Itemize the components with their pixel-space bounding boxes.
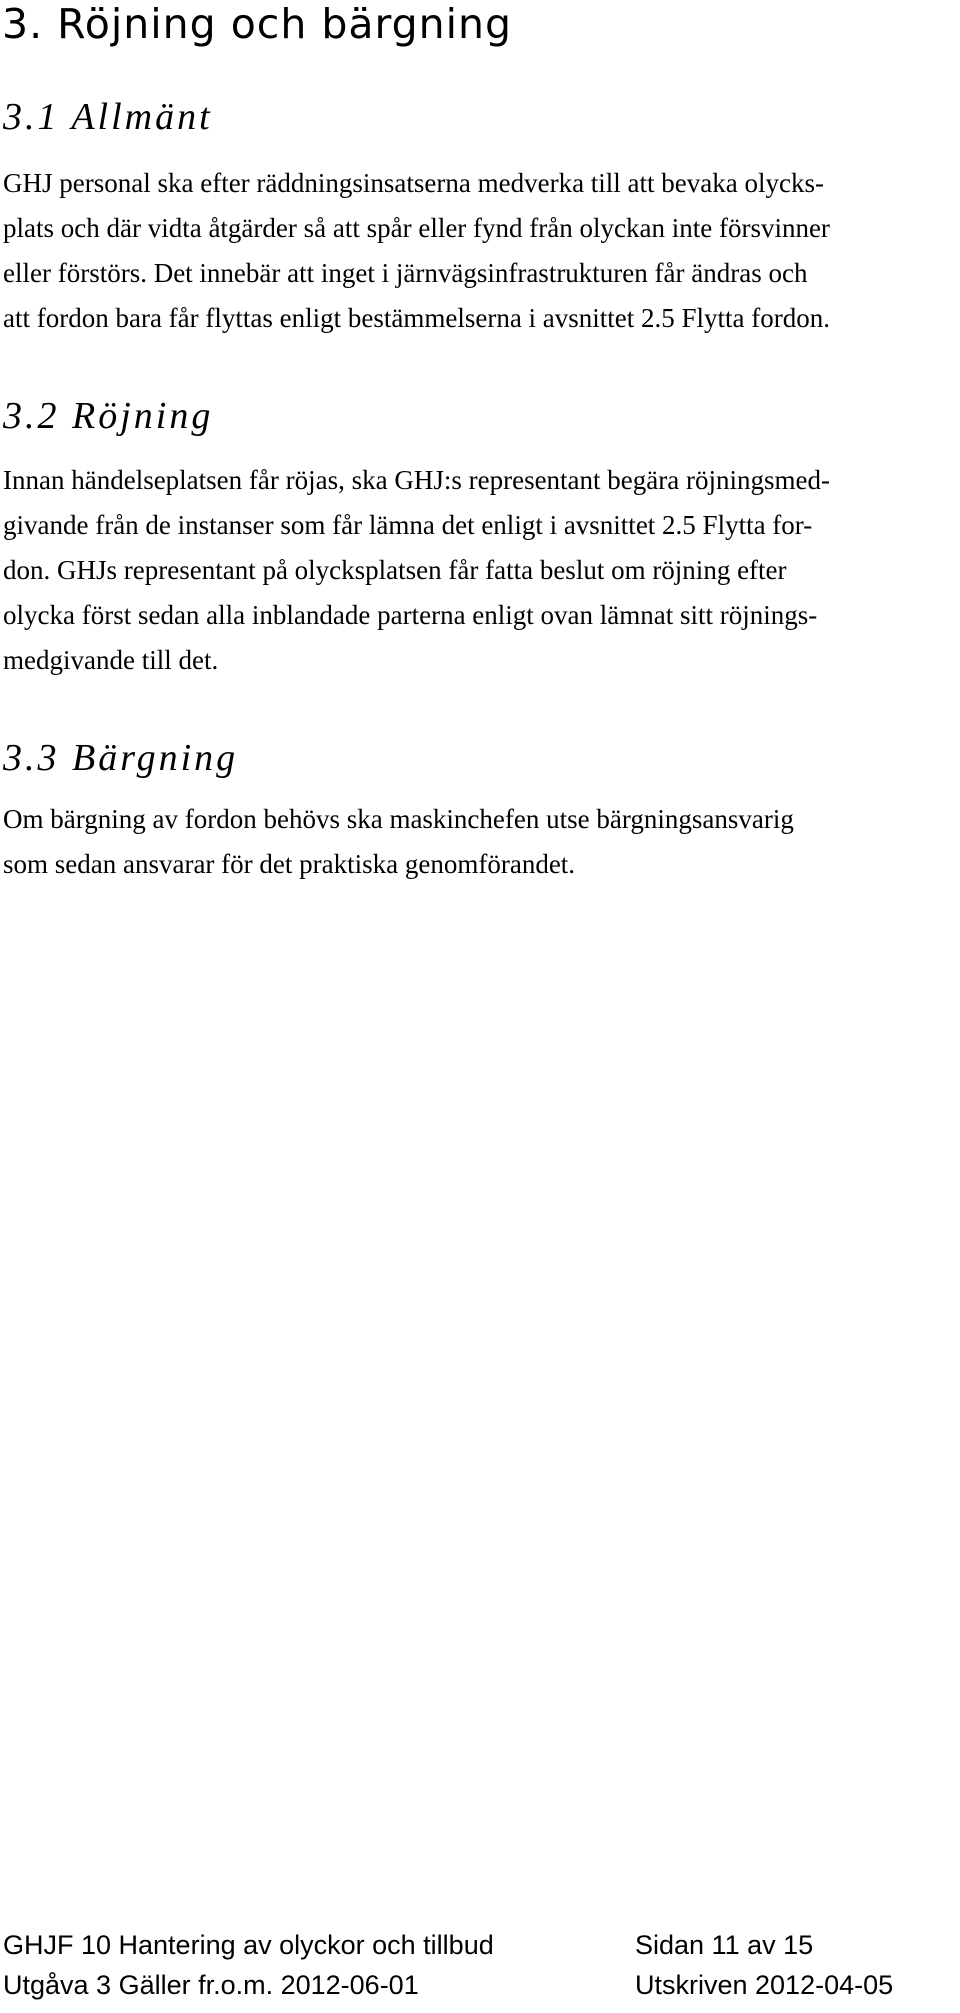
text-line: Om bärgning av fordon behövs ska maskinchefen utse bärgningsansvarig <box>3 804 794 834</box>
footer-edition: Utgåva 3 Gäller fr.o.m. 2012-06-01 <box>3 1970 419 2000</box>
section-heading-allmant: 3.1 Allmänt <box>3 96 213 138</box>
footer-row-bottom <box>3 1965 958 2005</box>
text-line: medgivande till det. <box>3 645 219 675</box>
section-body-allmant <box>3 161 943 341</box>
section-heading-bargning: 3.3 Bärgning <box>3 737 239 779</box>
text-line: att fordon bara får flyttas enligt bestämmelserna i avsnittet 2.5 Flytta fordon. <box>3 303 831 333</box>
text-line: don. GHJs representant på olycksplatsen får fatta beslut om röjning efter <box>3 555 787 585</box>
footer-document-name: GHJF 10 Hantering av olyckor och tillbud <box>3 1930 494 1960</box>
section-heading-rojning: 3.2 Röjning <box>3 395 214 437</box>
footer-printed-date: Utskriven 2012-04-05 <box>635 1970 894 2000</box>
footer-page-number: Sidan 11 av 15 <box>635 1930 814 1960</box>
page-footer <box>3 1925 958 2005</box>
text-line: GHJ personal ska efter räddningsinsatserna medverka till att bevaka olycks- <box>3 168 824 198</box>
text-line: plats och där vidta åtgärder så att spår eller fynd från olyckan inte försvinner <box>3 213 830 243</box>
section-body-bargning <box>3 797 943 887</box>
text-line: givande från de instanser som får lämna det enligt i avsnittet 2.5 Flytta for- <box>3 510 813 540</box>
text-line: Innan händelseplatsen får röjas, ska GHJ:s representant begära röjningsmed- <box>3 465 830 495</box>
text-line: olycka först sedan alla inblandade parterna enligt ovan lämnat sitt röjnings- <box>3 600 818 630</box>
section-body-rojning <box>3 458 943 683</box>
chapter-title: 3. Röjning och bärgning <box>2 0 513 48</box>
text-line: som sedan ansvarar för det praktiska genomförandet. <box>3 849 576 879</box>
text-line: eller förstörs. Det innebär att inget i järnvägsinfrastrukturen får ändras och <box>3 258 808 288</box>
footer-row-top <box>3 1925 958 1965</box>
